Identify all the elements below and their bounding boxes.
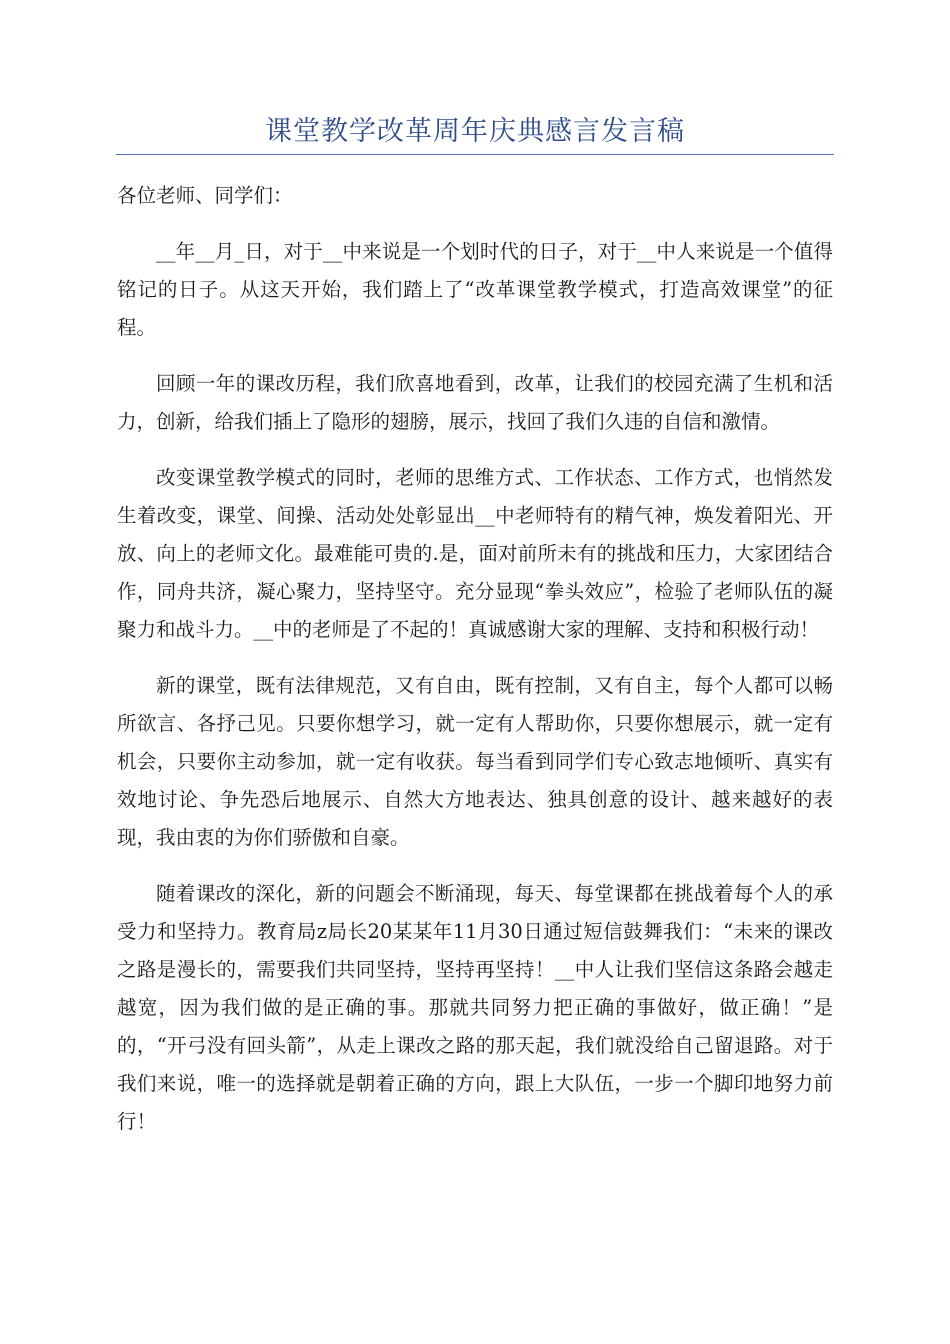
paragraph-1: __年__月_日，对于__中来说是一个划时代的日子，对于__中人来说是一个值得铭记的日子。从这天开始，我们踏上了“改革课堂教学模式，打造高效课堂”的征程。 (117, 240, 833, 339)
paragraph-4: 新的课堂，既有法律规范，又有自由，既有控制，又有自主，每个人都可以畅所欲言、各抒己见。只要你想学习，就一定有人帮助你，只要你想展示，就一定有机会，只要你主动参加，就一定有收获。每当看到同学们专心致志地倾听、真实有效地讨论、争先恐后地展示、自然大方地表达、独具创意的设计、越来越好的表现，我由衷的为你们骄傲和自豪。 (117, 674, 833, 849)
paragraph-3: 改变课堂教学模式的同时，老师的思维方式、工作状态、工作方式，也悄然发生着改变，课堂、间操、活动处处彰显出__中老师特有的精气神，焕发着阳光、开放、向上的老师文化。最难能可贵的.是，面对前所未有的挑战和压力，大家团结合作，同舟共济，凝心聚力，坚持坚守。充分显现“拳头效应”，检验了老师队伍的凝聚力和战斗力。__中的老师是了不起的！真诚感谢大家的理解、支持和积极行动！ (117, 466, 833, 641)
paragraph-2: 回顾一年的课改历程，我们欣喜地看到，改革，让我们的校园充满了生机和活力，创新，给我们插上了隐形的翅膀，展示，找回了我们久违的自信和激情。 (117, 372, 833, 433)
title-underline (116, 154, 834, 155)
salutation: 各位老师、同学们： (117, 184, 293, 207)
paragraph-5: 随着课改的深化，新的问题会不断涌现，每天、每堂课都在挑战着每个人的承受力和坚持力。教育局z局长20某某年11月30日通过短信鼓舞我们：“未来的课改之路是漫长的，需要我们共同坚持，坚持再坚持！__中人让我们坚信这条路会越走越宽，因为我们做的是正确的事。那就共同努力把正确的事做好，做正确！”是的，“开弓没有回头箭”，从走上课改之路的那天起，我们就没给自己留退路。对于我们来说，唯一的选择就是朝着正确的方向，跟上大队伍，一步一个脚印地努力前行！ (117, 882, 833, 1133)
document-body (117, 177, 833, 1159)
document-title: 课堂教学改革周年庆典感言发言稿 (265, 116, 685, 147)
